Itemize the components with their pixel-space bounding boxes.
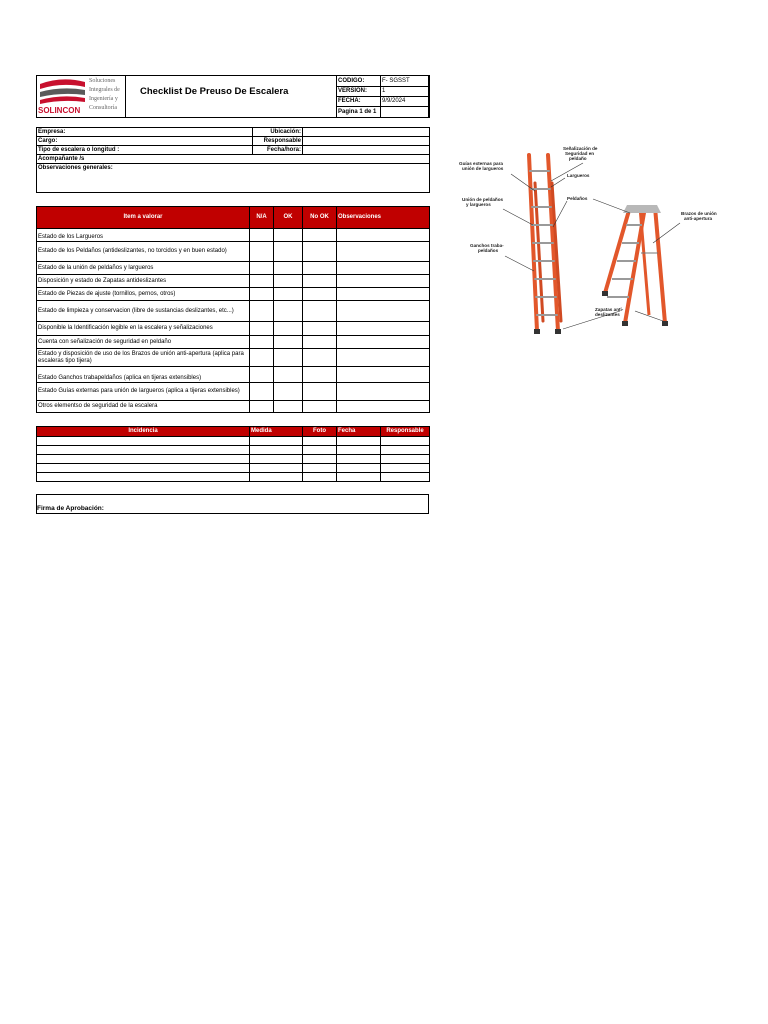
ok-cell[interactable]: [274, 383, 303, 401]
checklist-item: Estado Ganchos trabapeldaños (aplica en tijeras extensibles): [37, 367, 250, 383]
observacion-cell[interactable]: [337, 229, 430, 242]
no-ok-cell[interactable]: [303, 242, 337, 262]
col-medida: Medida: [250, 427, 303, 437]
observacion-cell[interactable]: [337, 383, 430, 401]
responsable-cell[interactable]: [381, 464, 430, 473]
meta-label: Pagina 1 de 1: [337, 107, 381, 118]
observacion-cell[interactable]: [337, 322, 430, 336]
incidencia-cell[interactable]: [37, 464, 250, 473]
no-ok-cell[interactable]: [303, 336, 337, 349]
observacion-cell[interactable]: [337, 401, 430, 413]
medida-cell[interactable]: [250, 455, 303, 464]
meta-label: FECHA:: [337, 97, 381, 107]
fecha-cell[interactable]: [337, 446, 381, 455]
ok-cell[interactable]: [274, 336, 303, 349]
fecha-cell[interactable]: [337, 464, 381, 473]
page-title: Checklist De Preuso De Escalera: [140, 86, 289, 97]
meta-label: VERSION:: [337, 87, 381, 97]
meta-value: [381, 107, 430, 118]
label-peldanos: Peldaños: [567, 196, 588, 201]
col-observaciones: Observaciones: [337, 207, 430, 229]
no-ok-cell[interactable]: [303, 229, 337, 242]
extension-ladder: [529, 155, 561, 334]
fecha-cell[interactable]: [337, 473, 381, 482]
approval-label: Firma de Aprobación:: [37, 505, 104, 512]
incidencia-cell[interactable]: [37, 455, 250, 464]
na-cell[interactable]: [250, 262, 274, 275]
label-senalizacion: Señalización de Seguridad en peldaño: [563, 146, 598, 161]
no-ok-cell[interactable]: [303, 367, 337, 383]
responsable-label: Responsable: [253, 137, 303, 146]
logo-text: SOLINCON: [38, 106, 81, 115]
meta-label: CODIGO:: [337, 76, 381, 87]
observacion-cell[interactable]: [337, 336, 430, 349]
label-largueros: Largueros: [567, 173, 590, 178]
ok-cell[interactable]: [274, 367, 303, 383]
na-cell[interactable]: [250, 401, 274, 413]
foto-cell[interactable]: [303, 464, 337, 473]
foto-cell[interactable]: [303, 446, 337, 455]
col-item: Item a valorar: [37, 207, 250, 229]
observacion-cell[interactable]: [337, 367, 430, 383]
na-cell[interactable]: [250, 229, 274, 242]
ok-cell[interactable]: [274, 262, 303, 275]
observacion-cell[interactable]: [337, 349, 430, 367]
responsable-cell[interactable]: [381, 473, 430, 482]
ok-cell[interactable]: [274, 288, 303, 301]
fecha-hora-label: Fecha/hora:: [253, 146, 303, 155]
medida-cell[interactable]: [250, 437, 303, 446]
fecha-hora-field[interactable]: [303, 146, 430, 155]
label-ganchos: Ganchos traba-peldaños: [470, 243, 504, 253]
na-cell[interactable]: [250, 288, 274, 301]
responsable-cell[interactable]: [381, 437, 430, 446]
ok-cell[interactable]: [274, 401, 303, 413]
checklist-item: Estado Guías externas para unión de largueros (aplica a tijeras extensibles): [37, 383, 250, 401]
ladder-illustration: [455, 143, 730, 340]
observacion-cell[interactable]: [337, 301, 430, 322]
foto-cell[interactable]: [303, 437, 337, 446]
checklist-item: Estado y disposición de uso de los Brazos de unión anti-apertura (aplica para escaleras tipo tijera): [37, 349, 250, 367]
col-incidencia: Incidencia: [37, 427, 250, 437]
foto-cell[interactable]: [303, 473, 337, 482]
ok-cell[interactable]: [274, 242, 303, 262]
ladder-diagram: [455, 143, 730, 340]
no-ok-cell[interactable]: [303, 401, 337, 413]
ubicacion-field[interactable]: [303, 128, 430, 137]
checklist-item: Cuenta con señalización de seguridad en peldaño: [37, 336, 250, 349]
ok-cell[interactable]: [274, 275, 303, 288]
no-ok-cell[interactable]: [303, 322, 337, 336]
label-zapatas: Zapatas anti-deslizantes: [595, 307, 624, 317]
na-cell[interactable]: [250, 322, 274, 336]
tipo-escalera-field[interactable]: Tipo de escalera o longitud :: [37, 146, 253, 155]
no-ok-cell[interactable]: [303, 301, 337, 322]
observacion-cell[interactable]: [337, 288, 430, 301]
no-ok-cell[interactable]: [303, 349, 337, 367]
incidencia-cell[interactable]: [37, 473, 250, 482]
checklist-item: Otros elementso de seguridad de la escalera: [37, 401, 250, 413]
incidencia-cell[interactable]: [37, 446, 250, 455]
responsable-field[interactable]: [303, 137, 430, 146]
na-cell[interactable]: [250, 275, 274, 288]
checklist-item: Estado de limpieza y conservacion (libre de sustancias deslizantes, etc...): [37, 301, 250, 322]
company-name: Soluciones Integrales de Ingeniería y Consultoría: [89, 78, 120, 111]
na-cell[interactable]: [250, 301, 274, 322]
no-ok-cell[interactable]: [303, 383, 337, 401]
observaciones-generales-field[interactable]: Observaciones generales:: [37, 164, 430, 193]
ok-cell[interactable]: [274, 301, 303, 322]
checklist-item: Estado de Piezas de ajuste (tornillos, pernos, otros): [37, 288, 250, 301]
fecha-cell[interactable]: [337, 437, 381, 446]
no-ok-cell[interactable]: [303, 275, 337, 288]
col-foto: Foto: [303, 427, 337, 437]
ok-cell[interactable]: [274, 229, 303, 242]
medida-cell[interactable]: [250, 473, 303, 482]
medida-cell[interactable]: [250, 464, 303, 473]
checklist-item: Disponible la Identificación legible en la escalera y señalizaciones: [37, 322, 250, 336]
col-na: N/A: [250, 207, 274, 229]
ok-cell[interactable]: [274, 349, 303, 367]
col-fecha: Fecha: [337, 427, 381, 437]
info-table: [36, 127, 430, 193]
medida-cell[interactable]: [250, 446, 303, 455]
col-responsable: Responsable: [381, 427, 430, 437]
na-cell[interactable]: [250, 383, 274, 401]
na-cell[interactable]: [250, 242, 274, 262]
no-ok-cell[interactable]: [303, 262, 337, 275]
responsable-cell[interactable]: [381, 446, 430, 455]
col-ok: OK: [274, 207, 303, 229]
responsable-cell[interactable]: [381, 455, 430, 464]
cargo-field[interactable]: Cargo:: [37, 137, 253, 146]
incidencia-cell[interactable]: [37, 437, 250, 446]
observacion-cell[interactable]: [337, 275, 430, 288]
ubicacion-label: Ubicación:: [253, 128, 303, 137]
no-ok-cell[interactable]: [303, 288, 337, 301]
checklist-item: Estado de la unión de peldaños y largueros: [37, 262, 250, 275]
checklist-item: Estado de los Peldaños (antideslizantes, no torcidos y en buen estado): [37, 242, 250, 262]
na-cell[interactable]: [250, 349, 274, 367]
label-brazos: Brazos de unión anti-apertura: [681, 211, 717, 221]
na-cell[interactable]: [250, 336, 274, 349]
document-meta: [336, 75, 430, 118]
observacion-cell[interactable]: [337, 262, 430, 275]
checklist-table: [36, 206, 430, 413]
checklist-item: Estado de los Largueros: [37, 229, 250, 242]
fecha-cell[interactable]: [337, 455, 381, 464]
na-cell[interactable]: [250, 367, 274, 383]
foto-cell[interactable]: [303, 455, 337, 464]
acompanante-field[interactable]: Acompañante /s: [37, 155, 430, 164]
empresa-field[interactable]: Empresa:: [37, 128, 253, 137]
incidents-table: [36, 426, 430, 482]
ok-cell[interactable]: [274, 322, 303, 336]
meta-value: 1: [381, 87, 430, 97]
label-guias: Guías externas para unión de largueros: [459, 161, 504, 171]
meta-value: F- SGSST: [381, 76, 430, 87]
checklist-item: Disposición y estado de Zapatas antideslizantes: [37, 275, 250, 288]
meta-value: 9/9/2024: [381, 97, 430, 107]
observacion-cell[interactable]: [337, 242, 430, 262]
label-union: Unión de peldaños y largueros: [462, 197, 504, 207]
col-no-ok: No OK: [303, 207, 337, 229]
